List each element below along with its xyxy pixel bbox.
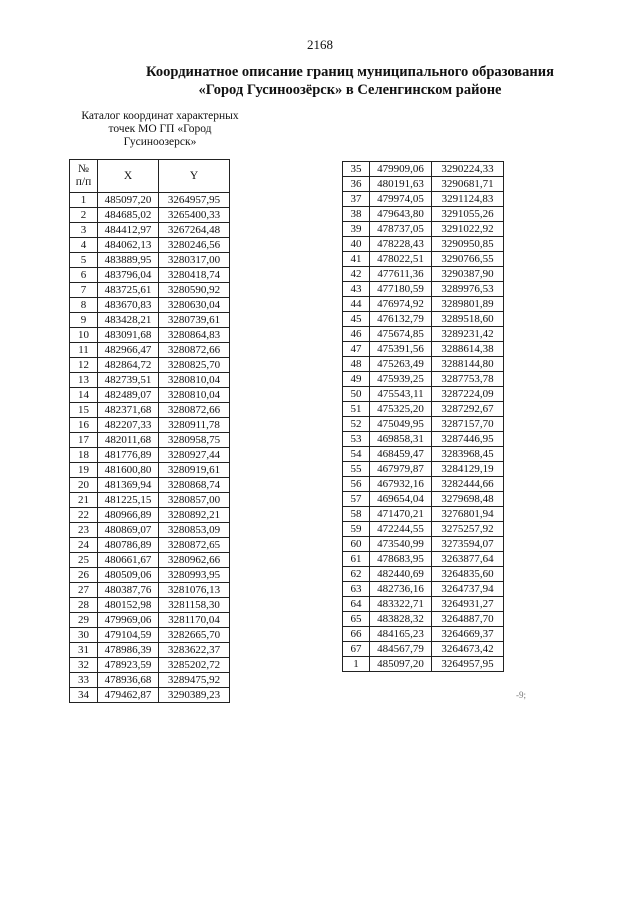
margin-mark: -9;: [516, 690, 526, 700]
document-title: [110, 63, 590, 99]
point-number-cell: 46: [343, 327, 370, 342]
table-row: [343, 612, 504, 627]
point-number-cell: 8: [70, 298, 98, 313]
caption-line-2: точек МО ГП «Город: [108, 123, 212, 135]
point-number-cell: 25: [70, 553, 98, 568]
table-row: [70, 493, 230, 508]
x-coordinate-cell: 479969,06: [98, 613, 159, 628]
table-row: [70, 403, 230, 418]
x-coordinate-cell: 475674,85: [370, 327, 432, 342]
y-coordinate-cell: 3287753,78: [432, 372, 504, 387]
y-coordinate-cell: 3280853,09: [159, 523, 230, 538]
header-number-abbr: п/п: [75, 176, 92, 188]
table-body-right: [343, 162, 504, 672]
table-row: [70, 268, 230, 283]
point-number-cell: 20: [70, 478, 98, 493]
point-number-cell: 32: [70, 658, 98, 673]
table-row: [343, 447, 504, 462]
y-coordinate-cell: 3287157,70: [432, 417, 504, 432]
table-row: [343, 402, 504, 417]
y-coordinate-cell: 3287292,67: [432, 402, 504, 417]
y-coordinate-cell: 3289475,92: [159, 673, 230, 688]
y-coordinate-cell: 3281158,30: [159, 598, 230, 613]
table-row: [343, 222, 504, 237]
x-coordinate-cell: 467979,87: [370, 462, 432, 477]
table-row: [343, 492, 504, 507]
point-number-cell: 47: [343, 342, 370, 357]
y-coordinate-cell: 3288614,38: [432, 342, 504, 357]
table-row: [70, 673, 230, 688]
x-coordinate-cell: 479909,06: [370, 162, 432, 177]
x-coordinate-cell: 475263,49: [370, 357, 432, 372]
x-coordinate-cell: 478683,95: [370, 552, 432, 567]
point-number-cell: 58: [343, 507, 370, 522]
point-number-cell: 5: [70, 253, 98, 268]
x-coordinate-cell: 483670,83: [98, 298, 159, 313]
x-coordinate-cell: 479104,59: [98, 628, 159, 643]
x-coordinate-cell: 481776,89: [98, 448, 159, 463]
point-number-cell: 50: [343, 387, 370, 402]
point-number-cell: 23: [70, 523, 98, 538]
point-number-cell: 39: [343, 222, 370, 237]
x-coordinate-cell: 480786,89: [98, 538, 159, 553]
x-coordinate-cell: 469858,31: [370, 432, 432, 447]
point-number-cell: 41: [343, 252, 370, 267]
point-number-cell: 62: [343, 567, 370, 582]
point-number-cell: 53: [343, 432, 370, 447]
y-coordinate-cell: 3280911,78: [159, 418, 230, 433]
point-number-cell: 3: [70, 223, 98, 238]
point-number-cell: 4: [70, 238, 98, 253]
y-coordinate-cell: 3289801,89: [432, 297, 504, 312]
point-number-cell: 24: [70, 538, 98, 553]
table-row: [343, 387, 504, 402]
x-coordinate-cell: 479643,80: [370, 207, 432, 222]
y-coordinate-cell: 3280993,95: [159, 568, 230, 583]
y-coordinate-cell: 3290681,71: [432, 177, 504, 192]
table-row: [70, 238, 230, 253]
x-coordinate-cell: 480869,07: [98, 523, 159, 538]
y-coordinate-cell: 3280317,00: [159, 253, 230, 268]
table-row: [70, 553, 230, 568]
table-row: [343, 642, 504, 657]
x-coordinate-cell: 480387,76: [98, 583, 159, 598]
title-line-1: Координатное описание границ муниципального образования: [146, 64, 554, 80]
table-row: [343, 162, 504, 177]
x-coordinate-cell: 480509,06: [98, 568, 159, 583]
y-coordinate-cell: 3265400,33: [159, 208, 230, 223]
y-coordinate-cell: 3280857,00: [159, 493, 230, 508]
x-coordinate-cell: 471470,21: [370, 507, 432, 522]
y-coordinate-cell: 3267264,48: [159, 223, 230, 238]
x-coordinate-cell: 477180,59: [370, 282, 432, 297]
x-coordinate-cell: 482739,51: [98, 373, 159, 388]
table-row: [343, 252, 504, 267]
y-coordinate-cell: 3282444,66: [432, 477, 504, 492]
x-coordinate-cell: 478923,59: [98, 658, 159, 673]
x-coordinate-cell: 484567,79: [370, 642, 432, 657]
point-number-cell: 37: [343, 192, 370, 207]
table-row: [343, 192, 504, 207]
x-coordinate-cell: 485097,20: [370, 657, 432, 672]
x-coordinate-cell: 467932,16: [370, 477, 432, 492]
point-number-cell: 38: [343, 207, 370, 222]
point-number-cell: 66: [343, 627, 370, 642]
coordinates-table-left: [69, 159, 230, 703]
x-coordinate-cell: 472244,55: [370, 522, 432, 537]
x-coordinate-cell: 482736,16: [370, 582, 432, 597]
x-coordinate-cell: 475391,56: [370, 342, 432, 357]
y-coordinate-cell: 3264957,95: [432, 657, 504, 672]
table-row: [70, 448, 230, 463]
y-coordinate-cell: 3273594,07: [432, 537, 504, 552]
point-number-cell: 65: [343, 612, 370, 627]
y-coordinate-cell: 3281170,04: [159, 613, 230, 628]
x-coordinate-cell: 484062,13: [98, 238, 159, 253]
y-coordinate-cell: 3281076,13: [159, 583, 230, 598]
point-number-cell: 26: [70, 568, 98, 583]
y-coordinate-cell: 3264737,94: [432, 582, 504, 597]
table-row: [70, 583, 230, 598]
table-row: [70, 643, 230, 658]
point-number-cell: 6: [70, 268, 98, 283]
y-coordinate-cell: 3280872,65: [159, 538, 230, 553]
x-coordinate-cell: 481600,80: [98, 463, 159, 478]
y-coordinate-cell: 3280958,75: [159, 433, 230, 448]
header-number: [70, 160, 98, 193]
y-coordinate-cell: 3289518,60: [432, 312, 504, 327]
table-row: [343, 357, 504, 372]
point-number-cell: 60: [343, 537, 370, 552]
point-number-cell: 22: [70, 508, 98, 523]
x-coordinate-cell: 482371,68: [98, 403, 159, 418]
y-coordinate-cell: 3280868,74: [159, 478, 230, 493]
y-coordinate-cell: 3287224,09: [432, 387, 504, 402]
table-row: [343, 297, 504, 312]
table-row: [343, 597, 504, 612]
x-coordinate-cell: 483889,95: [98, 253, 159, 268]
y-coordinate-cell: 3291055,26: [432, 207, 504, 222]
point-number-cell: 56: [343, 477, 370, 492]
x-coordinate-cell: 479974,05: [370, 192, 432, 207]
point-number-cell: 52: [343, 417, 370, 432]
point-number-cell: 10: [70, 328, 98, 343]
table-row: [343, 462, 504, 477]
x-coordinate-cell: 483428,21: [98, 313, 159, 328]
point-number-cell: 59: [343, 522, 370, 537]
point-number-cell: 61: [343, 552, 370, 567]
x-coordinate-cell: 484685,02: [98, 208, 159, 223]
point-number-cell: 13: [70, 373, 98, 388]
y-coordinate-cell: 3290389,23: [159, 688, 230, 703]
y-coordinate-cell: 3280739,61: [159, 313, 230, 328]
page-number: 2168: [307, 37, 333, 52]
y-coordinate-cell: 3280810,04: [159, 388, 230, 403]
table-row: [343, 657, 504, 672]
table-row: [70, 418, 230, 433]
y-coordinate-cell: 3291022,92: [432, 222, 504, 237]
y-coordinate-cell: 3264957,95: [159, 193, 230, 208]
x-coordinate-cell: 481369,94: [98, 478, 159, 493]
y-coordinate-cell: 3264835,60: [432, 567, 504, 582]
x-coordinate-cell: 478936,68: [98, 673, 159, 688]
x-coordinate-cell: 478737,05: [370, 222, 432, 237]
table-row: [70, 388, 230, 403]
point-number-cell: 40: [343, 237, 370, 252]
table-row: [343, 207, 504, 222]
header-y: Y: [159, 160, 230, 193]
point-number-cell: 16: [70, 418, 98, 433]
header-x: X: [98, 160, 159, 193]
y-coordinate-cell: 3280872,66: [159, 403, 230, 418]
x-coordinate-cell: 480191,63: [370, 177, 432, 192]
y-coordinate-cell: 3280962,66: [159, 553, 230, 568]
y-coordinate-cell: 3280810,04: [159, 373, 230, 388]
caption-line-3: Гусиноозерск»: [123, 136, 197, 148]
point-number-cell: 43: [343, 282, 370, 297]
point-number-cell: 55: [343, 462, 370, 477]
point-number-cell: 19: [70, 463, 98, 478]
point-number-cell: 42: [343, 267, 370, 282]
table-row: [70, 508, 230, 523]
x-coordinate-cell: 484165,23: [370, 627, 432, 642]
y-coordinate-cell: 3280864,83: [159, 328, 230, 343]
x-coordinate-cell: 469654,04: [370, 492, 432, 507]
x-coordinate-cell: 476132,79: [370, 312, 432, 327]
table-row: [70, 253, 230, 268]
y-coordinate-cell: 3283622,37: [159, 643, 230, 658]
point-number-cell: 63: [343, 582, 370, 597]
x-coordinate-cell: 475543,11: [370, 387, 432, 402]
table-row: [70, 598, 230, 613]
point-number-cell: 44: [343, 297, 370, 312]
table-row: [70, 208, 230, 223]
y-coordinate-cell: 3290224,33: [432, 162, 504, 177]
table-row: [70, 463, 230, 478]
table-row: [70, 433, 230, 448]
y-coordinate-cell: 3285202,72: [159, 658, 230, 673]
table-caption: [70, 110, 250, 149]
point-number-cell: 14: [70, 388, 98, 403]
table-row: [343, 582, 504, 597]
y-coordinate-cell: 3263877,64: [432, 552, 504, 567]
point-number-cell: 48: [343, 357, 370, 372]
y-coordinate-cell: 3280630,04: [159, 298, 230, 313]
table-row: [70, 613, 230, 628]
y-coordinate-cell: 3280927,44: [159, 448, 230, 463]
title-line-2: «Город Гусиноозёрск» в Селенгинском районе: [198, 82, 502, 98]
table-row: [70, 538, 230, 553]
table-row: [70, 343, 230, 358]
y-coordinate-cell: 3289976,53: [432, 282, 504, 297]
y-coordinate-cell: 3276801,94: [432, 507, 504, 522]
x-coordinate-cell: 483091,68: [98, 328, 159, 343]
x-coordinate-cell: 482011,68: [98, 433, 159, 448]
y-coordinate-cell: 3275257,92: [432, 522, 504, 537]
x-coordinate-cell: 481225,15: [98, 493, 159, 508]
point-number-cell: 64: [343, 597, 370, 612]
table-row: [70, 328, 230, 343]
table-row: [343, 507, 504, 522]
x-coordinate-cell: 480966,89: [98, 508, 159, 523]
x-coordinate-cell: 473540,99: [370, 537, 432, 552]
x-coordinate-cell: 483828,32: [370, 612, 432, 627]
x-coordinate-cell: 475939,25: [370, 372, 432, 387]
table-header-row: [70, 160, 230, 193]
x-coordinate-cell: 475325,20: [370, 402, 432, 417]
table-row: [343, 342, 504, 357]
point-number-cell: 51: [343, 402, 370, 417]
x-coordinate-cell: 478986,39: [98, 643, 159, 658]
y-coordinate-cell: 3288144,80: [432, 357, 504, 372]
y-coordinate-cell: 3284129,19: [432, 462, 504, 477]
table-row: [70, 478, 230, 493]
table-row: [343, 522, 504, 537]
table-row: [70, 688, 230, 703]
y-coordinate-cell: 3287446,95: [432, 432, 504, 447]
coordinates-table-right: [342, 161, 504, 672]
x-coordinate-cell: 482440,69: [370, 567, 432, 582]
point-number-cell: 21: [70, 493, 98, 508]
x-coordinate-cell: 482966,47: [98, 343, 159, 358]
point-number-cell: 7: [70, 283, 98, 298]
point-number-cell: 57: [343, 492, 370, 507]
x-coordinate-cell: 482207,33: [98, 418, 159, 433]
y-coordinate-cell: 3264673,42: [432, 642, 504, 657]
point-number-cell: 33: [70, 673, 98, 688]
table-row: [343, 537, 504, 552]
y-coordinate-cell: 3264931,27: [432, 597, 504, 612]
point-number-cell: 2: [70, 208, 98, 223]
y-coordinate-cell: 3283968,45: [432, 447, 504, 462]
x-coordinate-cell: 483796,04: [98, 268, 159, 283]
table-row: [70, 298, 230, 313]
x-coordinate-cell: 480152,98: [98, 598, 159, 613]
table-body-left: [70, 193, 230, 703]
y-coordinate-cell: 3282665,70: [159, 628, 230, 643]
x-coordinate-cell: 482489,07: [98, 388, 159, 403]
point-number-cell: 27: [70, 583, 98, 598]
x-coordinate-cell: 480661,67: [98, 553, 159, 568]
table-row: [70, 658, 230, 673]
y-coordinate-cell: 3291124,83: [432, 192, 504, 207]
point-number-cell: 11: [70, 343, 98, 358]
y-coordinate-cell: 3280246,56: [159, 238, 230, 253]
table-row: [70, 193, 230, 208]
table-row: [343, 417, 504, 432]
y-coordinate-cell: 3279698,48: [432, 492, 504, 507]
x-coordinate-cell: 475049,95: [370, 417, 432, 432]
point-number-cell: 54: [343, 447, 370, 462]
table-row: [70, 568, 230, 583]
y-coordinate-cell: 3280590,92: [159, 283, 230, 298]
table-row: [343, 552, 504, 567]
x-coordinate-cell: 482864,72: [98, 358, 159, 373]
caption-line-1: Каталог координат характерных: [81, 110, 239, 122]
header-number-sign: №: [78, 163, 89, 175]
x-coordinate-cell: 478228,43: [370, 237, 432, 252]
point-number-cell: 15: [70, 403, 98, 418]
table-row: [343, 267, 504, 282]
table-row: [70, 313, 230, 328]
point-number-cell: 35: [343, 162, 370, 177]
point-number-cell: 1: [343, 657, 370, 672]
y-coordinate-cell: 3290950,85: [432, 237, 504, 252]
y-coordinate-cell: 3280825,70: [159, 358, 230, 373]
table-row: [70, 373, 230, 388]
y-coordinate-cell: 3290387,90: [432, 267, 504, 282]
table-row: [343, 477, 504, 492]
point-number-cell: 28: [70, 598, 98, 613]
table-row: [343, 327, 504, 342]
y-coordinate-cell: 3280919,61: [159, 463, 230, 478]
table-row: [343, 627, 504, 642]
table-row: [70, 358, 230, 373]
point-number-cell: 9: [70, 313, 98, 328]
x-coordinate-cell: 485097,20: [98, 193, 159, 208]
y-coordinate-cell: 3280892,21: [159, 508, 230, 523]
x-coordinate-cell: 483322,71: [370, 597, 432, 612]
x-coordinate-cell: 476974,92: [370, 297, 432, 312]
point-number-cell: 49: [343, 372, 370, 387]
point-number-cell: 45: [343, 312, 370, 327]
x-coordinate-cell: 483725,61: [98, 283, 159, 298]
table-row: [70, 223, 230, 238]
x-coordinate-cell: 468459,47: [370, 447, 432, 462]
point-number-cell: 67: [343, 642, 370, 657]
point-number-cell: 36: [343, 177, 370, 192]
x-coordinate-cell: 479462,87: [98, 688, 159, 703]
table-row: [70, 523, 230, 538]
y-coordinate-cell: 3280872,66: [159, 343, 230, 358]
table-row: [70, 628, 230, 643]
table-row: [343, 372, 504, 387]
table-row: [343, 282, 504, 297]
table-row: [343, 567, 504, 582]
x-coordinate-cell: 477611,36: [370, 267, 432, 282]
table-row: [70, 283, 230, 298]
table-row: [343, 237, 504, 252]
y-coordinate-cell: 3290766,55: [432, 252, 504, 267]
point-number-cell: 17: [70, 433, 98, 448]
point-number-cell: 18: [70, 448, 98, 463]
point-number-cell: 31: [70, 643, 98, 658]
point-number-cell: 29: [70, 613, 98, 628]
y-coordinate-cell: 3289231,42: [432, 327, 504, 342]
y-coordinate-cell: 3280418,74: [159, 268, 230, 283]
point-number-cell: 1: [70, 193, 98, 208]
y-coordinate-cell: 3264669,37: [432, 627, 504, 642]
table-row: [343, 177, 504, 192]
point-number-cell: 34: [70, 688, 98, 703]
x-coordinate-cell: 484412,97: [98, 223, 159, 238]
x-coordinate-cell: 478022,51: [370, 252, 432, 267]
point-number-cell: 30: [70, 628, 98, 643]
table-row: [343, 312, 504, 327]
table-row: [343, 432, 504, 447]
y-coordinate-cell: 3264887,70: [432, 612, 504, 627]
point-number-cell: 12: [70, 358, 98, 373]
